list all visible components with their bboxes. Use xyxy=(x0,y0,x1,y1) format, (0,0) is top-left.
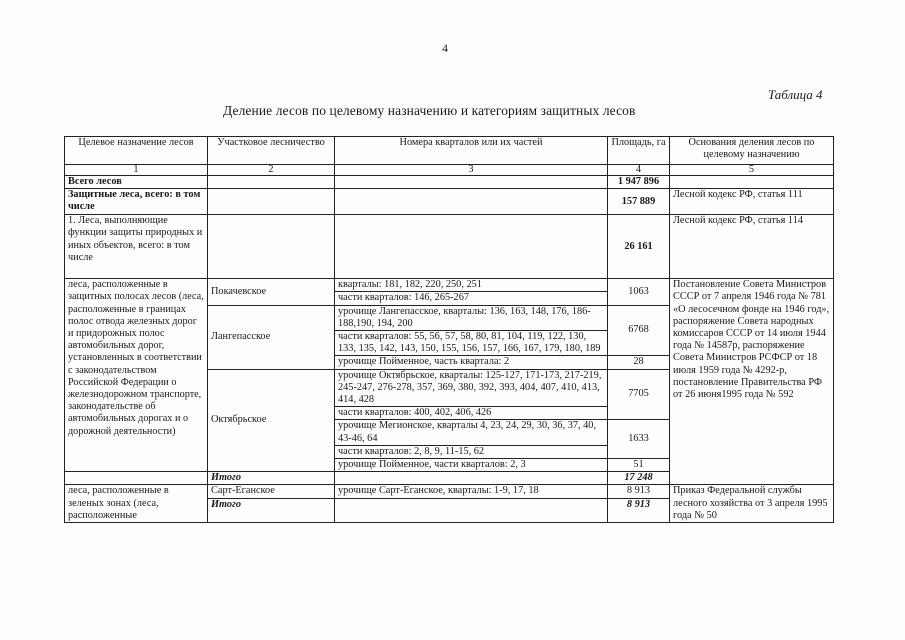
table-row-category-1 xyxy=(65,215,834,279)
column-number: 3 xyxy=(335,165,608,176)
district-pokachevskoe: Покачевское xyxy=(208,279,335,305)
area-cell: 28 xyxy=(608,356,670,369)
quarters-cell: части кварталов: 55, 56, 57, 58, 80, 81, 104, 119, 122, 130, 133, 135, 142, 143, 150, 155, 156, 157, 166, 167, 179, 180, 189 xyxy=(335,331,608,356)
header-district: Участковое лесничество xyxy=(208,137,335,165)
district-sart-eganskoe: Сарт-Еганское xyxy=(208,485,335,499)
subtotal-label: Итого xyxy=(208,499,335,523)
row-label-green-zones: леса, расположенные в зеленых зонах (леса, расположенные xyxy=(65,485,208,523)
row-label-protective: Защитные леса, всего: в том числе xyxy=(65,189,208,215)
column-number-row xyxy=(65,165,834,176)
table-tag: Таблица 4 xyxy=(768,87,823,102)
quarters-cell: части кварталов: 2, 8, 9, 11-15, 62 xyxy=(335,445,608,458)
quarters-cell: кварталы: 181, 182, 220, 250, 251 xyxy=(335,279,608,292)
district-langepasskoe: Лангепасское xyxy=(208,305,335,369)
column-number: 5 xyxy=(670,165,834,176)
area-cell: 51 xyxy=(608,459,670,472)
column-number: 1 xyxy=(65,165,208,176)
header-purpose: Целевое назначение лесов xyxy=(65,137,208,165)
basis-protective: Лесной кодекс РФ, статья 111 xyxy=(670,189,834,215)
table-row-total xyxy=(65,176,834,189)
column-number: 2 xyxy=(208,165,335,176)
table-row xyxy=(65,279,834,292)
table-row-protective xyxy=(65,189,834,215)
basis-protective-belts: Постановление Совета Министров СССР от 7 апреля 1946 года № 781 «О лесосечном фонде на 1946 год», распоряжение Совета народных комиссаров СССР от 14 июля 1944 года № 14587р, распоряжение Совета Министров РСФСР от 18 июля 1959 года № 4292-р, постановление Правительства РФ от 26 июня1995 года № 592 xyxy=(670,279,834,485)
area-cell: 1633 xyxy=(608,420,670,459)
table-header-row xyxy=(65,137,834,165)
area-subtotal: 17 248 xyxy=(608,472,670,485)
quarters-cell: части кварталов: 146, 265-267 xyxy=(335,292,608,305)
area-cell: 1063 xyxy=(608,279,670,305)
quarters-cell: урочище Сарт-Еганское, кварталы: 1-9, 17, 18 xyxy=(335,485,608,499)
basis-green-zones: Приказ Федеральной службы лесного хозяйства от 3 апреля 1995 года № 50 xyxy=(670,485,834,523)
subtotal-label: Итого xyxy=(208,472,335,485)
header-quarters: Номера кварталов или их частей xyxy=(335,137,608,165)
area-cell: 7705 xyxy=(608,369,670,420)
forest-division-table xyxy=(64,136,834,523)
quarters-cell: урочище Октябрьское, кварталы: 125-127, 171-173, 217-219, 245-247, 276-278, 357, 369, 380, 392, 393, 404, 407, 410, 413, 414, 428 xyxy=(335,369,608,407)
page-number: 4 xyxy=(442,41,448,55)
area-total: 1 947 896 xyxy=(608,176,670,189)
area-category-1: 26 161 xyxy=(608,215,670,279)
column-number: 4 xyxy=(608,165,670,176)
area-protective: 157 889 xyxy=(608,189,670,215)
area-cell: 8 913 xyxy=(608,485,670,499)
area-subtotal: 8 913 xyxy=(608,499,670,523)
page-title: Деление лесов по целевому назначению и категориям защитных лесов xyxy=(223,103,636,118)
table-row xyxy=(65,485,834,499)
row-label-category-1: 1. Леса, выполняющие функции защиты природных и иных объектов, всего: в том числе xyxy=(65,215,208,279)
quarters-cell: урочище Лангепасское, кварталы: 136, 163, 148, 176, 186-188,190, 194, 200 xyxy=(335,305,608,330)
area-cell: 6768 xyxy=(608,305,670,356)
district-oktyabrskoe: Октябрьское xyxy=(208,369,335,472)
quarters-cell: части кварталов: 400, 402, 406, 426 xyxy=(335,407,608,420)
header-area: Площадь, га xyxy=(608,137,670,165)
quarters-cell: урочище Пойменное, части кварталов: 2, 3 xyxy=(335,459,608,472)
basis-category-1: Лесной кодекс РФ, статья 114 xyxy=(670,215,834,279)
row-label-protective-belts: леса, расположенные в защитных полосах лесов (леса, расположенные в границах полос отвода железных дорог и придорожных полос автомобильных дорог, установленных в соответствии с законодательством Российской Федерации о железнодорожном транспорте, законодательстве об автомобильных дорогах и о дорожной деятельности) xyxy=(65,279,208,472)
row-label-total: Всего лесов xyxy=(65,176,208,189)
quarters-cell: урочище Пойменное, часть квартала: 2 xyxy=(335,356,608,369)
header-basis: Основания деления лесов по целевому назначению xyxy=(670,137,834,165)
quarters-cell: урочище Мегионское, кварталы 4, 23, 24, 29, 30, 36, 37, 40, 43-46, 64 xyxy=(335,420,608,445)
